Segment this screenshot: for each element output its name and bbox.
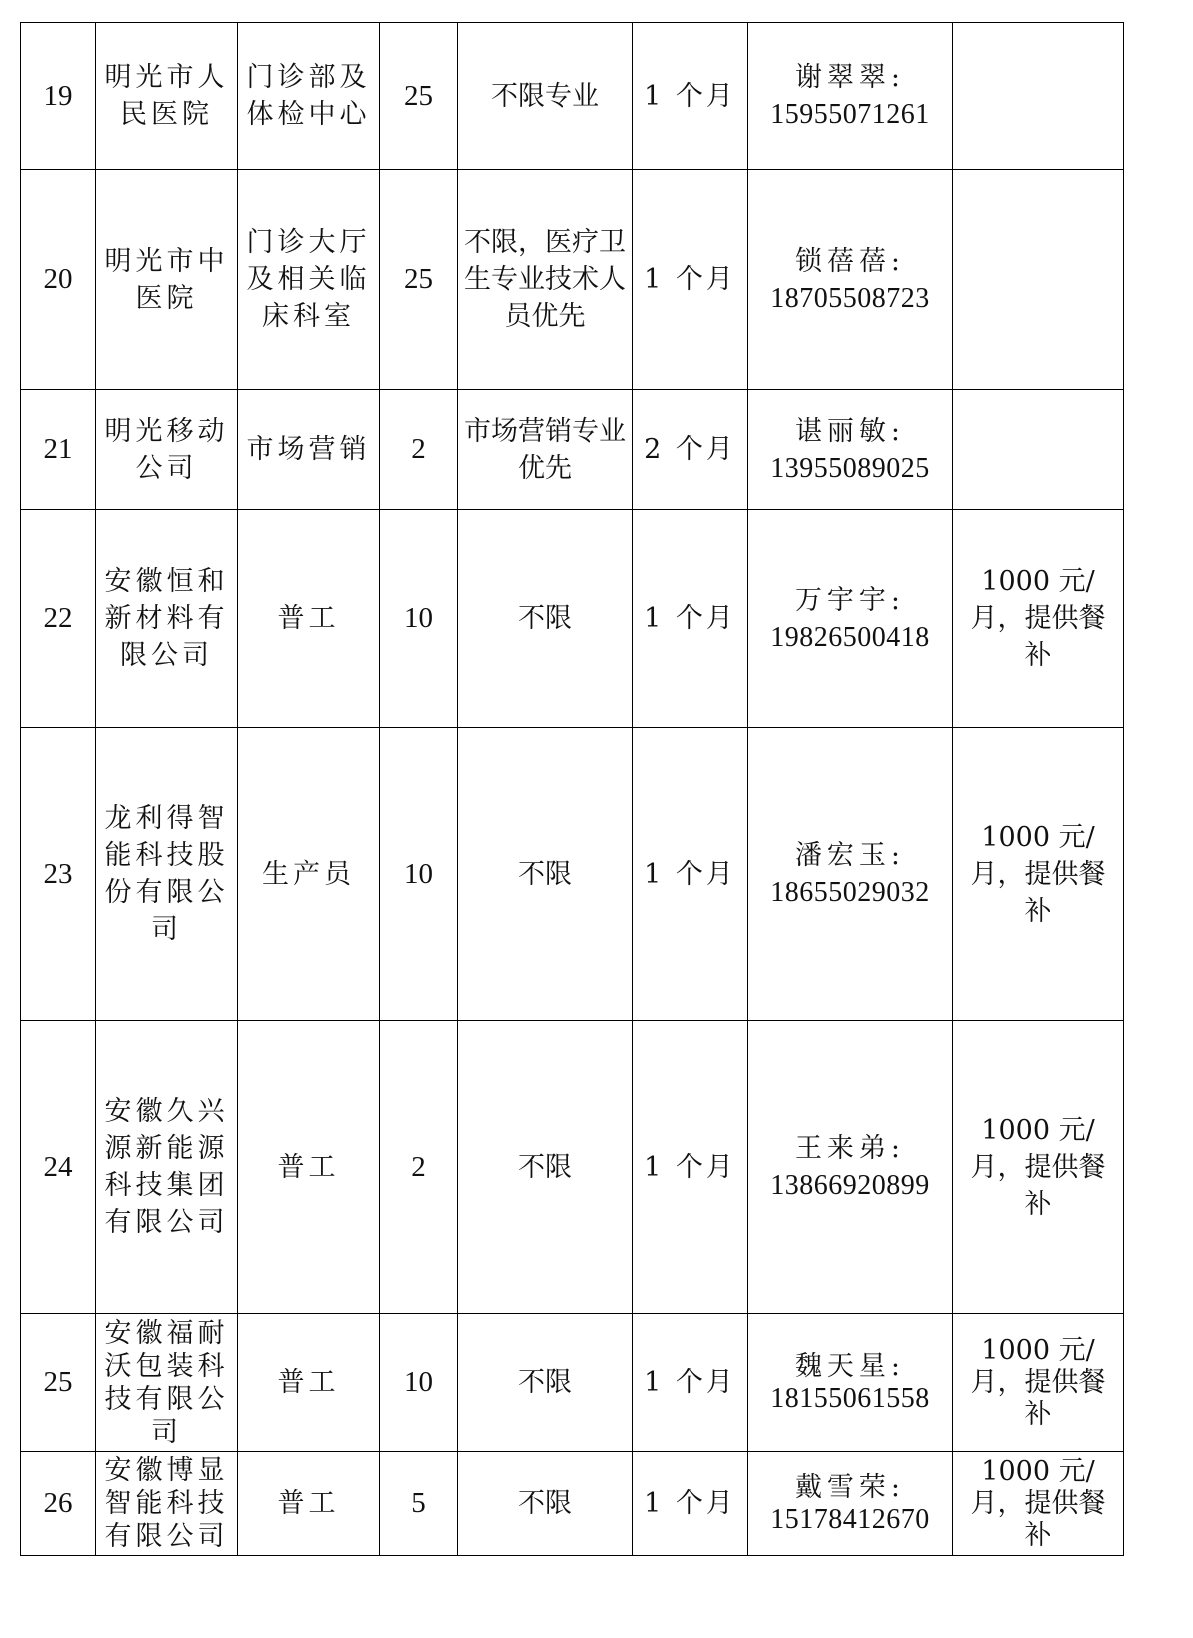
- company-name: 明光市人民医院: [96, 23, 238, 170]
- contact: [748, 1452, 953, 1556]
- period: 1 个月: [633, 1021, 748, 1314]
- row-index: 26: [21, 1452, 96, 1556]
- contact-name: 锁蓓蓓:: [794, 245, 906, 277]
- table-row: [21, 728, 1124, 1021]
- position-count: 5: [380, 1452, 458, 1556]
- company-name: 安徽福耐沃包装科技有限公司: [96, 1314, 238, 1452]
- company-name: 安徽恒和新材料有限公司: [96, 510, 238, 728]
- position-count: 25: [380, 170, 458, 390]
- row-index: 25: [21, 1314, 96, 1452]
- contact-name: 魏天星:: [794, 1350, 906, 1382]
- contact: [748, 1021, 953, 1314]
- department: 普工: [238, 1021, 380, 1314]
- department: 普工: [238, 510, 380, 728]
- row-index: 23: [21, 728, 96, 1021]
- table-row: [21, 23, 1124, 170]
- row-index: 19: [21, 23, 96, 170]
- requirement: 不限: [458, 1021, 633, 1314]
- contact-phone: 18705508723: [770, 282, 930, 314]
- job-listing-table: [20, 22, 1124, 1556]
- requirement: 不限，医疗卫生专业技术人员优先: [458, 170, 633, 390]
- contact-name: 王来弟:: [794, 1133, 906, 1164]
- requirement: 不限: [458, 728, 633, 1021]
- table-row: [21, 510, 1124, 728]
- position-count: 10: [380, 510, 458, 728]
- pay: 1000 元/月，提供餐补: [953, 728, 1124, 1021]
- contact-name: 潘宏玉:: [794, 840, 906, 871]
- pay: [953, 23, 1124, 170]
- table-row: [21, 1021, 1124, 1314]
- department: 生产员: [238, 728, 380, 1021]
- contact-phone: 15178412670: [770, 1503, 930, 1535]
- contact-name: 万宇宇:: [794, 584, 906, 616]
- table-row: [21, 1314, 1124, 1452]
- requirement: 不限: [458, 510, 633, 728]
- position-count: 10: [380, 1314, 458, 1452]
- department: 门诊大厅及相关临床科室: [238, 170, 380, 390]
- contact-phone: 18655029032: [770, 877, 930, 908]
- department: 普工: [238, 1452, 380, 1556]
- requirement: 市场营销专业优先: [458, 390, 633, 510]
- pay: 1000 元/月，提供餐补: [953, 1452, 1124, 1556]
- pay: 1000 元/月，提供餐补: [953, 1021, 1124, 1314]
- table-row: [21, 1452, 1124, 1556]
- requirement: 不限专业: [458, 23, 633, 170]
- contact-phone: 15955071261: [770, 99, 930, 130]
- pay: [953, 390, 1124, 510]
- pay: 1000 元/月，提供餐补: [953, 510, 1124, 728]
- period: 1 个月: [633, 1314, 748, 1452]
- contact-phone: 19826500418: [770, 621, 930, 653]
- period: 2 个月: [633, 390, 748, 510]
- row-index: 21: [21, 390, 96, 510]
- position-count: 2: [380, 390, 458, 510]
- company-name: 安徽久兴源新能源科技集团有限公司: [96, 1021, 238, 1314]
- row-index: 20: [21, 170, 96, 390]
- period: 1 个月: [633, 728, 748, 1021]
- department: 门诊部及体检中心: [238, 23, 380, 170]
- department: 市场营销: [238, 390, 380, 510]
- period: 1 个月: [633, 170, 748, 390]
- contact-phone: 18155061558: [770, 1382, 930, 1414]
- contact-name: 戴雪荣:: [794, 1471, 906, 1503]
- company-name: 龙利得智能科技股份有限公司: [96, 728, 238, 1021]
- position-count: 2: [380, 1021, 458, 1314]
- contact-phone: 13866920899: [770, 1170, 930, 1201]
- company-name: 明光市中医院: [96, 170, 238, 390]
- company-name: 安徽博显智能科技有限公司: [96, 1452, 238, 1556]
- pay: 1000 元/月，提供餐补: [953, 1314, 1124, 1452]
- contact: [748, 170, 953, 390]
- position-count: 25: [380, 23, 458, 170]
- table-row: [21, 170, 1124, 390]
- table-row: [21, 390, 1124, 510]
- position-count: 10: [380, 728, 458, 1021]
- requirement: 不限: [458, 1314, 633, 1452]
- pay: [953, 170, 1124, 390]
- department: 普工: [238, 1314, 380, 1452]
- contact: [748, 510, 953, 728]
- row-index: 22: [21, 510, 96, 728]
- period: 1 个月: [633, 510, 748, 728]
- period: 1 个月: [633, 23, 748, 170]
- contact-name: 谢翠翠:: [794, 62, 906, 93]
- contact-name: 谌丽敏:: [794, 415, 906, 447]
- row-index: 24: [21, 1021, 96, 1314]
- contact: [748, 1314, 953, 1452]
- contact: [748, 390, 953, 510]
- requirement: 不限: [458, 1452, 633, 1556]
- contact: [748, 728, 953, 1021]
- company-name: 明光移动公司: [96, 390, 238, 510]
- period: 1 个月: [633, 1452, 748, 1556]
- contact-phone: 13955089025: [770, 452, 930, 484]
- contact: [748, 23, 953, 170]
